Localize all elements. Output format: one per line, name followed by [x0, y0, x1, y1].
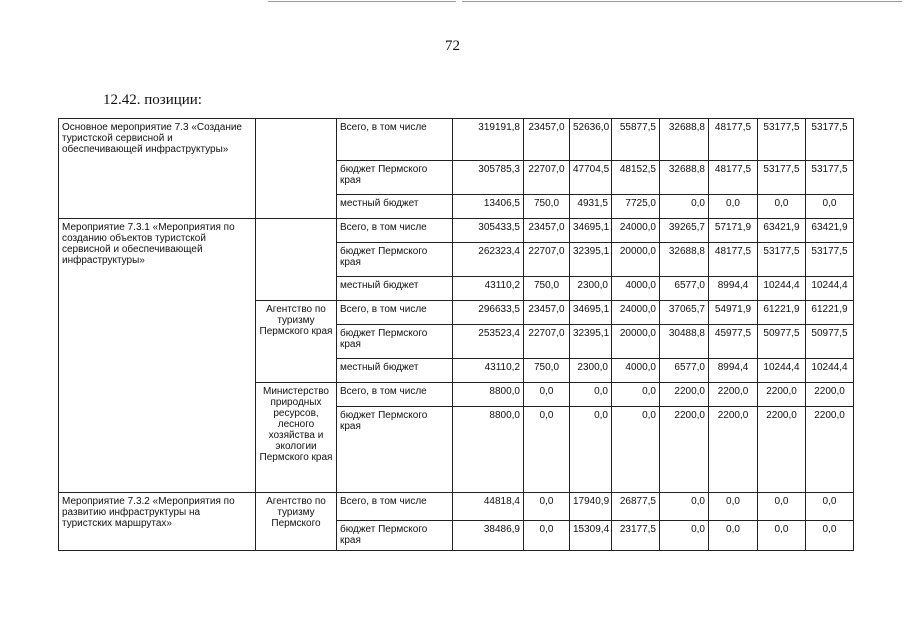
funding-source-cell: бюджет Пермского края: [337, 325, 453, 359]
amount-cell: 4000,0: [612, 277, 660, 301]
amount-cell: 63421,9: [806, 219, 854, 243]
amount-cell: 50977,5: [806, 325, 854, 359]
amount-cell: 34695,1: [570, 219, 612, 243]
amount-cell: 0,0: [806, 195, 854, 219]
amount-cell: 2200,0: [660, 383, 709, 407]
amount-cell: 44818,4: [453, 493, 524, 521]
amount-cell: 53177,5: [806, 119, 854, 161]
amount-cell: 8994,4: [709, 359, 758, 383]
amount-cell: 22707,0: [524, 161, 570, 195]
amount-cell: 7725,0: [612, 195, 660, 219]
amount-cell: 319191,8: [453, 119, 524, 161]
section-heading: 12.42. позиции:: [103, 92, 202, 108]
amount-cell: 22707,0: [524, 243, 570, 277]
amount-cell: 0,0: [524, 521, 570, 551]
amount-cell: 0,0: [660, 493, 709, 521]
funding-source-cell: бюджет Пермского края: [337, 407, 453, 493]
amount-cell: 4931,5: [570, 195, 612, 219]
amount-cell: 53177,5: [758, 161, 806, 195]
amount-cell: 53177,5: [806, 161, 854, 195]
table-row: [59, 493, 854, 521]
amount-cell: 10244,4: [806, 277, 854, 301]
funding-source-cell: местный бюджет: [337, 195, 453, 219]
amount-cell: 750,0: [524, 359, 570, 383]
amount-cell: 10244,4: [758, 359, 806, 383]
funding-source-cell: Всего, в том числе: [337, 219, 453, 243]
amount-cell: 54971,9: [709, 301, 758, 325]
funding-source-cell: Всего, в том числе: [337, 493, 453, 521]
executor-cell: Агентство по туризму Пермского: [256, 493, 337, 551]
amount-cell: 52636,0: [570, 119, 612, 161]
amount-cell: 4000,0: [612, 359, 660, 383]
amount-cell: 10244,4: [806, 359, 854, 383]
amount-cell: 32395,1: [570, 243, 612, 277]
amount-cell: 0,0: [806, 521, 854, 551]
top-rule-segment: [268, 1, 456, 2]
amount-cell: 48152,5: [612, 161, 660, 195]
amount-cell: 0,0: [709, 195, 758, 219]
activity-cell: Основное мероприятие 7.3 «Создание туристской сервисной и обеспечивающей инфраструктуры»: [59, 119, 256, 219]
amount-cell: 53177,5: [758, 243, 806, 277]
activity-cell: Мероприятие 7.3.1 «Мероприятия по созданию объектов туристской сервисной и обеспечивающей инфраструктуры»: [59, 219, 256, 493]
amount-cell: 38486,9: [453, 521, 524, 551]
amount-cell: 0,0: [612, 383, 660, 407]
amount-cell: 23457,0: [524, 301, 570, 325]
top-rule-segment: [462, 1, 902, 2]
amount-cell: 61221,9: [806, 301, 854, 325]
amount-cell: 23177,5: [612, 521, 660, 551]
amount-cell: 253523,4: [453, 325, 524, 359]
amount-cell: 0,0: [524, 383, 570, 407]
amount-cell: 20000,0: [612, 325, 660, 359]
funding-source-cell: местный бюджет: [337, 277, 453, 301]
amount-cell: 23457,0: [524, 219, 570, 243]
funding-source-cell: Всего, в том числе: [337, 301, 453, 325]
amount-cell: 48177,5: [709, 243, 758, 277]
amount-cell: 22707,0: [524, 325, 570, 359]
executor-cell: Министерство природных ресурсов, лесного хозяйства и экологии Пермского края: [256, 383, 337, 493]
amount-cell: 8994,4: [709, 277, 758, 301]
table-row: [59, 219, 854, 243]
amount-cell: 0,0: [758, 521, 806, 551]
amount-cell: 2200,0: [758, 383, 806, 407]
amount-cell: 37065,7: [660, 301, 709, 325]
amount-cell: 13406,5: [453, 195, 524, 219]
amount-cell: 39265,7: [660, 219, 709, 243]
amount-cell: 8800,0: [453, 383, 524, 407]
top-rule: [0, 0, 905, 4]
amount-cell: 296633,5: [453, 301, 524, 325]
amount-cell: 2200,0: [806, 383, 854, 407]
amount-cell: 0,0: [524, 407, 570, 493]
executor-cell: Агентство по туризму Пермского края: [256, 301, 337, 383]
amount-cell: 43110,2: [453, 277, 524, 301]
page-number: 72: [445, 38, 460, 54]
amount-cell: 8800,0: [453, 407, 524, 493]
amount-cell: 55877,5: [612, 119, 660, 161]
amount-cell: 63421,9: [758, 219, 806, 243]
amount-cell: 32395,1: [570, 325, 612, 359]
amount-cell: 0,0: [660, 195, 709, 219]
table-row: [59, 119, 854, 161]
amount-cell: 750,0: [524, 195, 570, 219]
amount-cell: 45977,5: [709, 325, 758, 359]
amount-cell: 50977,5: [758, 325, 806, 359]
amount-cell: 0,0: [524, 493, 570, 521]
amount-cell: 0,0: [660, 521, 709, 551]
amount-cell: 20000,0: [612, 243, 660, 277]
activity-cell: Мероприятие 7.3.2 «Мероприятия по развитию инфраструктуры на туристских маршрутах»: [59, 493, 256, 551]
amount-cell: 26877,5: [612, 493, 660, 521]
amount-cell: 43110,2: [453, 359, 524, 383]
funding-source-cell: местный бюджет: [337, 359, 453, 383]
amount-cell: 47704,5: [570, 161, 612, 195]
funding-source-cell: бюджет Пермского края: [337, 161, 453, 195]
amount-cell: 0,0: [758, 493, 806, 521]
funding-source-cell: Всего, в том числе: [337, 383, 453, 407]
amount-cell: 2200,0: [806, 407, 854, 493]
amount-cell: 17940,9: [570, 493, 612, 521]
amount-cell: 32688,8: [660, 119, 709, 161]
amount-cell: 48177,5: [709, 161, 758, 195]
amount-cell: 305785,3: [453, 161, 524, 195]
funding-source-cell: Всего, в том числе: [337, 119, 453, 161]
amount-cell: 0,0: [758, 195, 806, 219]
amount-cell: 32688,8: [660, 161, 709, 195]
amount-cell: 53177,5: [806, 243, 854, 277]
amount-cell: 23457,0: [524, 119, 570, 161]
amount-cell: 262323,4: [453, 243, 524, 277]
amount-cell: 6577,0: [660, 277, 709, 301]
amount-cell: 6577,0: [660, 359, 709, 383]
amount-cell: 2200,0: [709, 407, 758, 493]
amount-cell: 2200,0: [660, 407, 709, 493]
amount-cell: 0,0: [709, 493, 758, 521]
table-body: [59, 119, 854, 551]
amount-cell: 24000,0: [612, 301, 660, 325]
executor-cell: [256, 119, 337, 219]
amount-cell: 30488,8: [660, 325, 709, 359]
amount-cell: 53177,5: [758, 119, 806, 161]
funding-source-cell: бюджет Пермского края: [337, 243, 453, 277]
amount-cell: 305433,5: [453, 219, 524, 243]
amount-cell: 2300,0: [570, 277, 612, 301]
amount-cell: 32688,8: [660, 243, 709, 277]
amount-cell: 61221,9: [758, 301, 806, 325]
amount-cell: 57171,9: [709, 219, 758, 243]
amount-cell: 2300,0: [570, 359, 612, 383]
executor-cell: [256, 219, 337, 301]
amount-cell: 0,0: [570, 407, 612, 493]
amount-cell: 34695,1: [570, 301, 612, 325]
amount-cell: 10244,4: [758, 277, 806, 301]
amount-cell: 0,0: [806, 493, 854, 521]
amount-cell: 15309,4: [570, 521, 612, 551]
amount-cell: 24000,0: [612, 219, 660, 243]
amount-cell: 2200,0: [758, 407, 806, 493]
amount-cell: 750,0: [524, 277, 570, 301]
funding-source-cell: бюджет Пермского края: [337, 521, 453, 551]
amount-cell: 0,0: [709, 521, 758, 551]
amount-cell: 48177,5: [709, 119, 758, 161]
amount-cell: 0,0: [612, 407, 660, 493]
amount-cell: 2200,0: [709, 383, 758, 407]
budget-table: [58, 118, 854, 551]
amount-cell: 0,0: [570, 383, 612, 407]
